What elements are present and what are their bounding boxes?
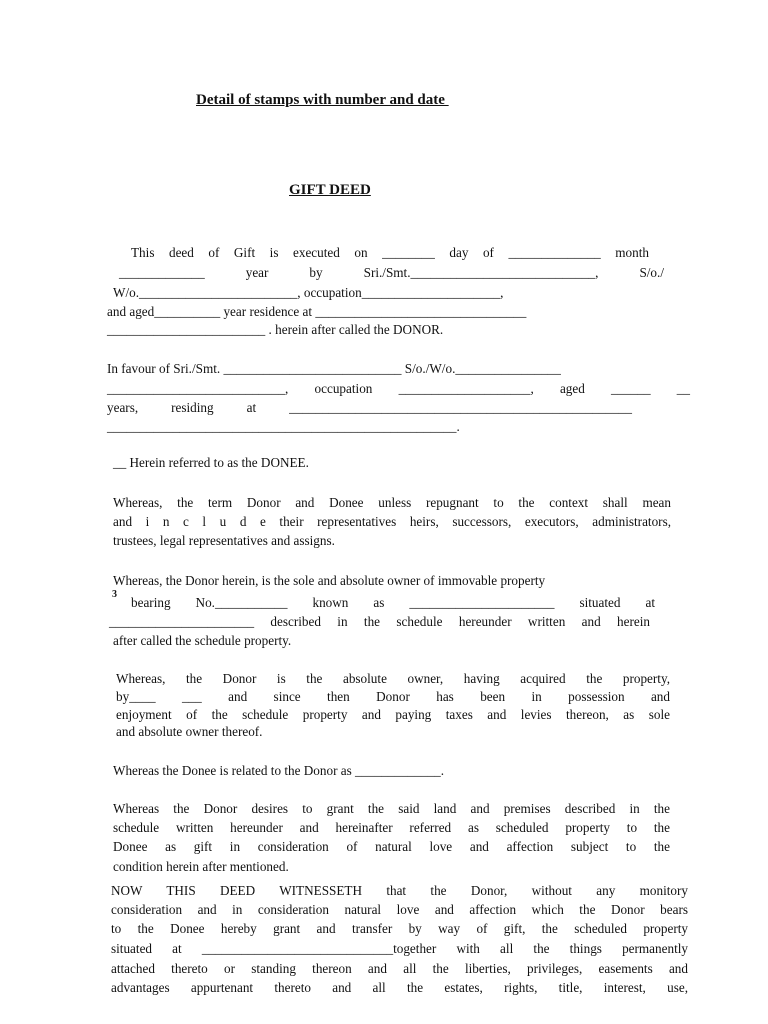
text-line: Whereas the Donor desires to grant the said land and premises described in the — [113, 801, 670, 816]
text-line: _____________________________________________________. — [107, 419, 460, 434]
text-line: schedule written hereunder and hereinafter referred as scheduled property to the — [113, 820, 670, 835]
text-line: W/o.________________________, occupation_____________________, — [113, 285, 504, 300]
text-line: enjoyment of the schedule property and paying taxes and levies thereon, as sole — [116, 707, 670, 722]
text-line: Whereas, the Donor herein, is the sole and absolute owner of immovable property — [113, 573, 546, 588]
text-line: attached thereto or standing thereon and all the liberties, privileges, easements and — [111, 961, 688, 976]
text-line: Whereas, the Donor is the absolute owner, having acquired the property, — [116, 671, 670, 686]
stamps-heading: Detail of stamps with number and date — [196, 92, 449, 108]
text-line: to the Donee hereby grant and transfer by way of gift, the scheduled property — [111, 921, 688, 936]
text-line: by____ ___ and since then Donor has been in possession and — [116, 689, 670, 704]
text-line: __ Herein referred to as the DONEE. — [113, 455, 309, 470]
text-line: Whereas, the term Donor and Donee unless repugnant to the context shall mean — [113, 495, 671, 510]
text-line: situated at _____________________________together with all the things permanently — [111, 941, 688, 956]
text-line: ______________________ described in the schedule hereunder written and herein — [109, 614, 650, 629]
text-line: years, residing at ____________________________________________________ — [107, 400, 632, 415]
text-line: In favour of Sri./Smt. ___________________________ S/o./W/o.________________ — [107, 361, 561, 376]
text-line: consideration and in consideration natural love and affection which the Donor bears — [111, 902, 688, 917]
text-line: and i n c l u d e their representatives heirs, successors, executors, administrators, — [113, 514, 671, 529]
text-line: after called the schedule property. — [113, 633, 292, 648]
text-line: and absolute owner thereof. — [116, 724, 263, 739]
text-line: condition herein after mentioned. — [113, 859, 289, 874]
footnote-marker: 3 — [112, 589, 117, 600]
text-line: advantages appurtenant thereto and all the estates, rights, title, interest, use, — [111, 980, 688, 995]
deed-title: GIFT DEED — [289, 182, 371, 198]
text-line: NOW THIS DEED WITNESSETH that the Donor, without any monitory — [111, 883, 688, 898]
text-line: and aged__________ year residence at ________________________________ — [107, 304, 527, 319]
text-line: This deed of Gift is executed on ________ day of ______________ month — [131, 245, 649, 260]
text-line: Donee as gift in consideration of natural love and affection subject to the — [113, 839, 670, 854]
text-line: bearing No.___________ known as ______________________ situated at — [131, 595, 655, 610]
text-line: Whereas the Donee is related to the Donor as _____________. — [113, 763, 445, 778]
text-line: ________________________ . herein after called the DONOR. — [107, 322, 444, 337]
text-line: _____________ year by Sri./Smt.____________________________, S/o./ — [119, 265, 664, 280]
text-line: ___________________________, occupation ____________________, aged ______ __ — [107, 381, 690, 396]
text-line: trustees, legal representatives and assigns. — [113, 533, 335, 548]
